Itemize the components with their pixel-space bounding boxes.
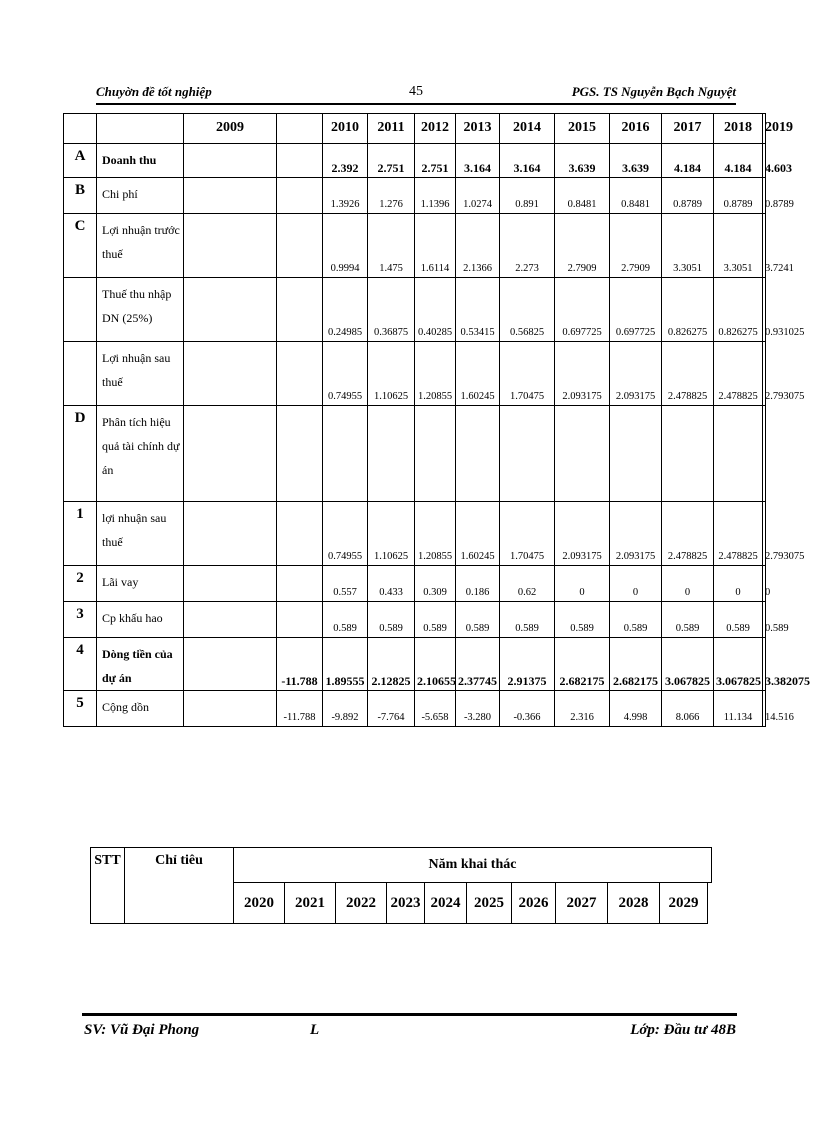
row-label: Thuế thu nhập DN (25%)	[97, 278, 184, 342]
table-row	[64, 638, 766, 691]
value-cell	[184, 214, 277, 278]
value-cell: 0.589	[763, 602, 766, 638]
table-row	[64, 566, 766, 602]
value-cell: 1.70475	[500, 342, 555, 406]
value-cell: 0.9994	[323, 214, 368, 278]
value-cell: 2.7909	[555, 214, 610, 278]
value-cell	[184, 278, 277, 342]
cashflow-table	[63, 113, 810, 727]
year-cell: 2024	[425, 883, 467, 924]
value-cell: 3.382075	[763, 638, 766, 691]
value-cell: 0.557	[323, 566, 368, 602]
value-cell	[415, 406, 456, 502]
row-code: D	[64, 406, 97, 502]
value-cell	[763, 406, 766, 502]
value-cell: 0	[610, 566, 662, 602]
value-cell: 3.639	[610, 144, 662, 178]
value-cell: 0.891	[500, 178, 555, 214]
row-code: 2	[64, 566, 97, 602]
year-cell: 2011	[368, 114, 415, 144]
value-cell: 2.751	[368, 144, 415, 178]
value-cell: 0.826275	[714, 278, 763, 342]
header-code-cell	[64, 114, 97, 144]
year-cell: 2029	[660, 883, 708, 924]
row-code: 1	[64, 502, 97, 566]
value-cell: 0.931025	[763, 278, 766, 342]
year-cell: 2019	[763, 114, 766, 144]
value-cell: 2.1366	[456, 214, 500, 278]
value-cell: 4.603	[763, 144, 766, 178]
value-cell: 1.475	[368, 214, 415, 278]
value-cell: 3.7241	[763, 214, 766, 278]
year-cell: 2012	[415, 114, 456, 144]
value-cell: 2.478825	[662, 342, 714, 406]
value-cell: 3.639	[555, 144, 610, 178]
value-cell	[184, 406, 277, 502]
value-cell: 0.589	[368, 602, 415, 638]
year-cell: 2018	[714, 114, 763, 144]
table-row	[64, 406, 766, 502]
value-cell	[500, 406, 555, 502]
row-label: Lãi vay	[97, 566, 184, 602]
row-code	[64, 342, 97, 406]
value-cell: 0.74955	[323, 502, 368, 566]
year-cell: 2020	[234, 883, 285, 924]
year-cell: 2009	[184, 114, 277, 144]
row-code: C	[64, 214, 97, 278]
value-cell: 0.8789	[662, 178, 714, 214]
value-cell	[277, 178, 323, 214]
row-label: Phân tích hiệu quả tài chính dự án	[97, 406, 184, 502]
value-cell: -3.280	[456, 691, 500, 727]
value-cell: 0.36875	[368, 278, 415, 342]
value-cell: 11.134	[714, 691, 763, 727]
value-cell: 2.793075	[763, 342, 766, 406]
row-label: Lợi nhuận sau thuế	[97, 342, 184, 406]
year-cell: 2021	[285, 883, 336, 924]
year-cell: 2013	[456, 114, 500, 144]
value-cell: 0.697725	[610, 278, 662, 342]
row-label: Cp khấu hao	[97, 602, 184, 638]
value-cell: 2.7909	[610, 214, 662, 278]
value-cell: 0.589	[323, 602, 368, 638]
value-cell: 3.067825	[714, 638, 763, 691]
value-cell: 0.8481	[610, 178, 662, 214]
value-cell: 14.516	[763, 691, 766, 727]
table-row	[64, 502, 766, 566]
value-cell: 0.24985	[323, 278, 368, 342]
row-label: Cộng dồn	[97, 691, 184, 727]
page-number: 45	[409, 84, 423, 99]
value-cell: 2.10655	[415, 638, 456, 691]
value-cell: 2.751	[415, 144, 456, 178]
table-row	[64, 691, 766, 727]
footer-letter: L	[310, 1022, 320, 1038]
value-cell: 1.60245	[456, 502, 500, 566]
value-cell: 2.478825	[714, 502, 763, 566]
value-cell: 2.093175	[555, 342, 610, 406]
year-cell: 2026	[512, 883, 556, 924]
value-cell: -5.658	[415, 691, 456, 727]
value-cell: 0.589	[555, 602, 610, 638]
value-cell	[277, 602, 323, 638]
row-code: 5	[64, 691, 97, 727]
value-cell: 8.066	[662, 691, 714, 727]
value-cell	[277, 502, 323, 566]
value-cell: -9.892	[323, 691, 368, 727]
table-row	[64, 144, 766, 178]
value-cell: 2.093175	[610, 502, 662, 566]
value-cell: 2.12825	[368, 638, 415, 691]
value-cell: 0	[763, 566, 766, 602]
value-cell: 1.10625	[368, 502, 415, 566]
value-cell: 2.316	[555, 691, 610, 727]
year-cell: 2016	[610, 114, 662, 144]
value-cell: 1.1396	[415, 178, 456, 214]
year-cell: 2014	[500, 114, 555, 144]
nam-khai-thac-header: Năm khai thác	[234, 848, 712, 883]
value-cell: 0.589	[610, 602, 662, 638]
header-label-cell	[97, 114, 184, 144]
value-cell: 3.3051	[714, 214, 763, 278]
year-header-row	[64, 114, 766, 144]
value-cell: 2.093175	[555, 502, 610, 566]
chi-tieu-header: Chỉ tiêu	[125, 848, 234, 924]
value-cell	[184, 566, 277, 602]
table-row	[64, 278, 766, 342]
value-cell: 0.8481	[555, 178, 610, 214]
value-cell: 1.20855	[415, 342, 456, 406]
value-cell	[277, 406, 323, 502]
value-cell: 1.3926	[323, 178, 368, 214]
value-cell: 0.8789	[763, 178, 766, 214]
value-cell: 1.60245	[456, 342, 500, 406]
value-cell: -11.788	[277, 691, 323, 727]
value-cell: 2.093175	[610, 342, 662, 406]
year-cell	[277, 114, 323, 144]
table-row	[64, 214, 766, 278]
row-code: 3	[64, 602, 97, 638]
row-label: lợi nhuận sau thuế	[97, 502, 184, 566]
row-label: Chi phí	[97, 178, 184, 214]
footer-class: Lớp: Đầu tư 48B	[630, 1022, 736, 1038]
value-cell: 0.589	[456, 602, 500, 638]
value-cell: 4.998	[610, 691, 662, 727]
value-cell	[184, 638, 277, 691]
value-cell: 0.40285	[415, 278, 456, 342]
year-cell: 2028	[608, 883, 660, 924]
footer-rule	[82, 1013, 737, 1016]
table-row	[64, 178, 766, 214]
value-cell	[277, 144, 323, 178]
value-cell: 0.309	[415, 566, 456, 602]
value-cell: 2.392	[323, 144, 368, 178]
row-label: Dòng tiền của dự án	[97, 638, 184, 691]
value-cell	[555, 406, 610, 502]
value-cell: -0.366	[500, 691, 555, 727]
value-cell: 2.37745	[456, 638, 500, 691]
value-cell: 0.8789	[714, 178, 763, 214]
value-cell: 0	[662, 566, 714, 602]
value-cell: 3.164	[500, 144, 555, 178]
value-cell: 1.70475	[500, 502, 555, 566]
footer-student: SV: Vũ Đại Phong	[84, 1022, 200, 1038]
value-cell: 1.20855	[415, 502, 456, 566]
value-cell: 4.184	[714, 144, 763, 178]
value-cell: 0	[555, 566, 610, 602]
value-cell: 0.74955	[323, 342, 368, 406]
value-cell	[323, 406, 368, 502]
value-cell	[277, 342, 323, 406]
operation-years-table	[90, 847, 712, 924]
value-cell	[184, 144, 277, 178]
stt-header: STT	[91, 848, 125, 924]
row-label: Lợi nhuận trước thuế	[97, 214, 184, 278]
value-cell: 0.56825	[500, 278, 555, 342]
value-cell: 2.682175	[555, 638, 610, 691]
value-cell	[184, 602, 277, 638]
value-cell	[277, 566, 323, 602]
value-cell: 4.184	[662, 144, 714, 178]
value-cell: 2.478825	[662, 502, 714, 566]
value-cell: 1.89555	[323, 638, 368, 691]
value-cell	[184, 502, 277, 566]
value-cell: 3.067825	[662, 638, 714, 691]
value-cell: 2.273	[500, 214, 555, 278]
value-cell: 0.697725	[555, 278, 610, 342]
value-cell: 0.589	[662, 602, 714, 638]
year-cell: 2025	[467, 883, 512, 924]
value-cell: 1.276	[368, 178, 415, 214]
year-cell: 2017	[662, 114, 714, 144]
year-cell: 2027	[556, 883, 608, 924]
value-cell	[184, 342, 277, 406]
value-cell: 1.0274	[456, 178, 500, 214]
year-cell: 2010	[323, 114, 368, 144]
value-cell	[714, 406, 763, 502]
value-cell: 1.10625	[368, 342, 415, 406]
value-cell: 0.62	[500, 566, 555, 602]
value-cell: 0	[714, 566, 763, 602]
value-cell: 2.91375	[500, 638, 555, 691]
row-code	[64, 278, 97, 342]
header-title: Chuyờn đề tốt nghiệp	[96, 84, 212, 99]
value-cell: 0.433	[368, 566, 415, 602]
value-cell	[277, 214, 323, 278]
value-cell: 3.3051	[662, 214, 714, 278]
value-cell: 2.478825	[714, 342, 763, 406]
value-cell: -7.764	[368, 691, 415, 727]
row-code: 4	[64, 638, 97, 691]
value-cell: 0.589	[500, 602, 555, 638]
table-row	[64, 342, 766, 406]
value-cell	[662, 406, 714, 502]
value-cell: 1.6114	[415, 214, 456, 278]
value-cell	[184, 178, 277, 214]
value-cell	[277, 278, 323, 342]
value-cell	[456, 406, 500, 502]
value-cell: 0.186	[456, 566, 500, 602]
value-cell	[368, 406, 415, 502]
value-cell: 2.793075	[763, 502, 766, 566]
value-cell: 0.826275	[662, 278, 714, 342]
table-row	[64, 602, 766, 638]
value-cell	[184, 691, 277, 727]
header-rule	[96, 103, 736, 105]
value-cell: 0.53415	[456, 278, 500, 342]
year-cell: 2015	[555, 114, 610, 144]
value-cell	[610, 406, 662, 502]
value-cell: 0.589	[415, 602, 456, 638]
year-cell: 2023	[387, 883, 425, 924]
value-cell: 2.682175	[610, 638, 662, 691]
row-code: B	[64, 178, 97, 214]
header-author: PGS. TS Nguyễn Bạch Nguyệt	[571, 84, 736, 99]
year-cell: 2022	[336, 883, 387, 924]
row-code: A	[64, 144, 97, 178]
value-cell: -11.788	[277, 638, 323, 691]
value-cell: 3.164	[456, 144, 500, 178]
row-label: Doanh thu	[97, 144, 184, 178]
value-cell: 0.589	[714, 602, 763, 638]
